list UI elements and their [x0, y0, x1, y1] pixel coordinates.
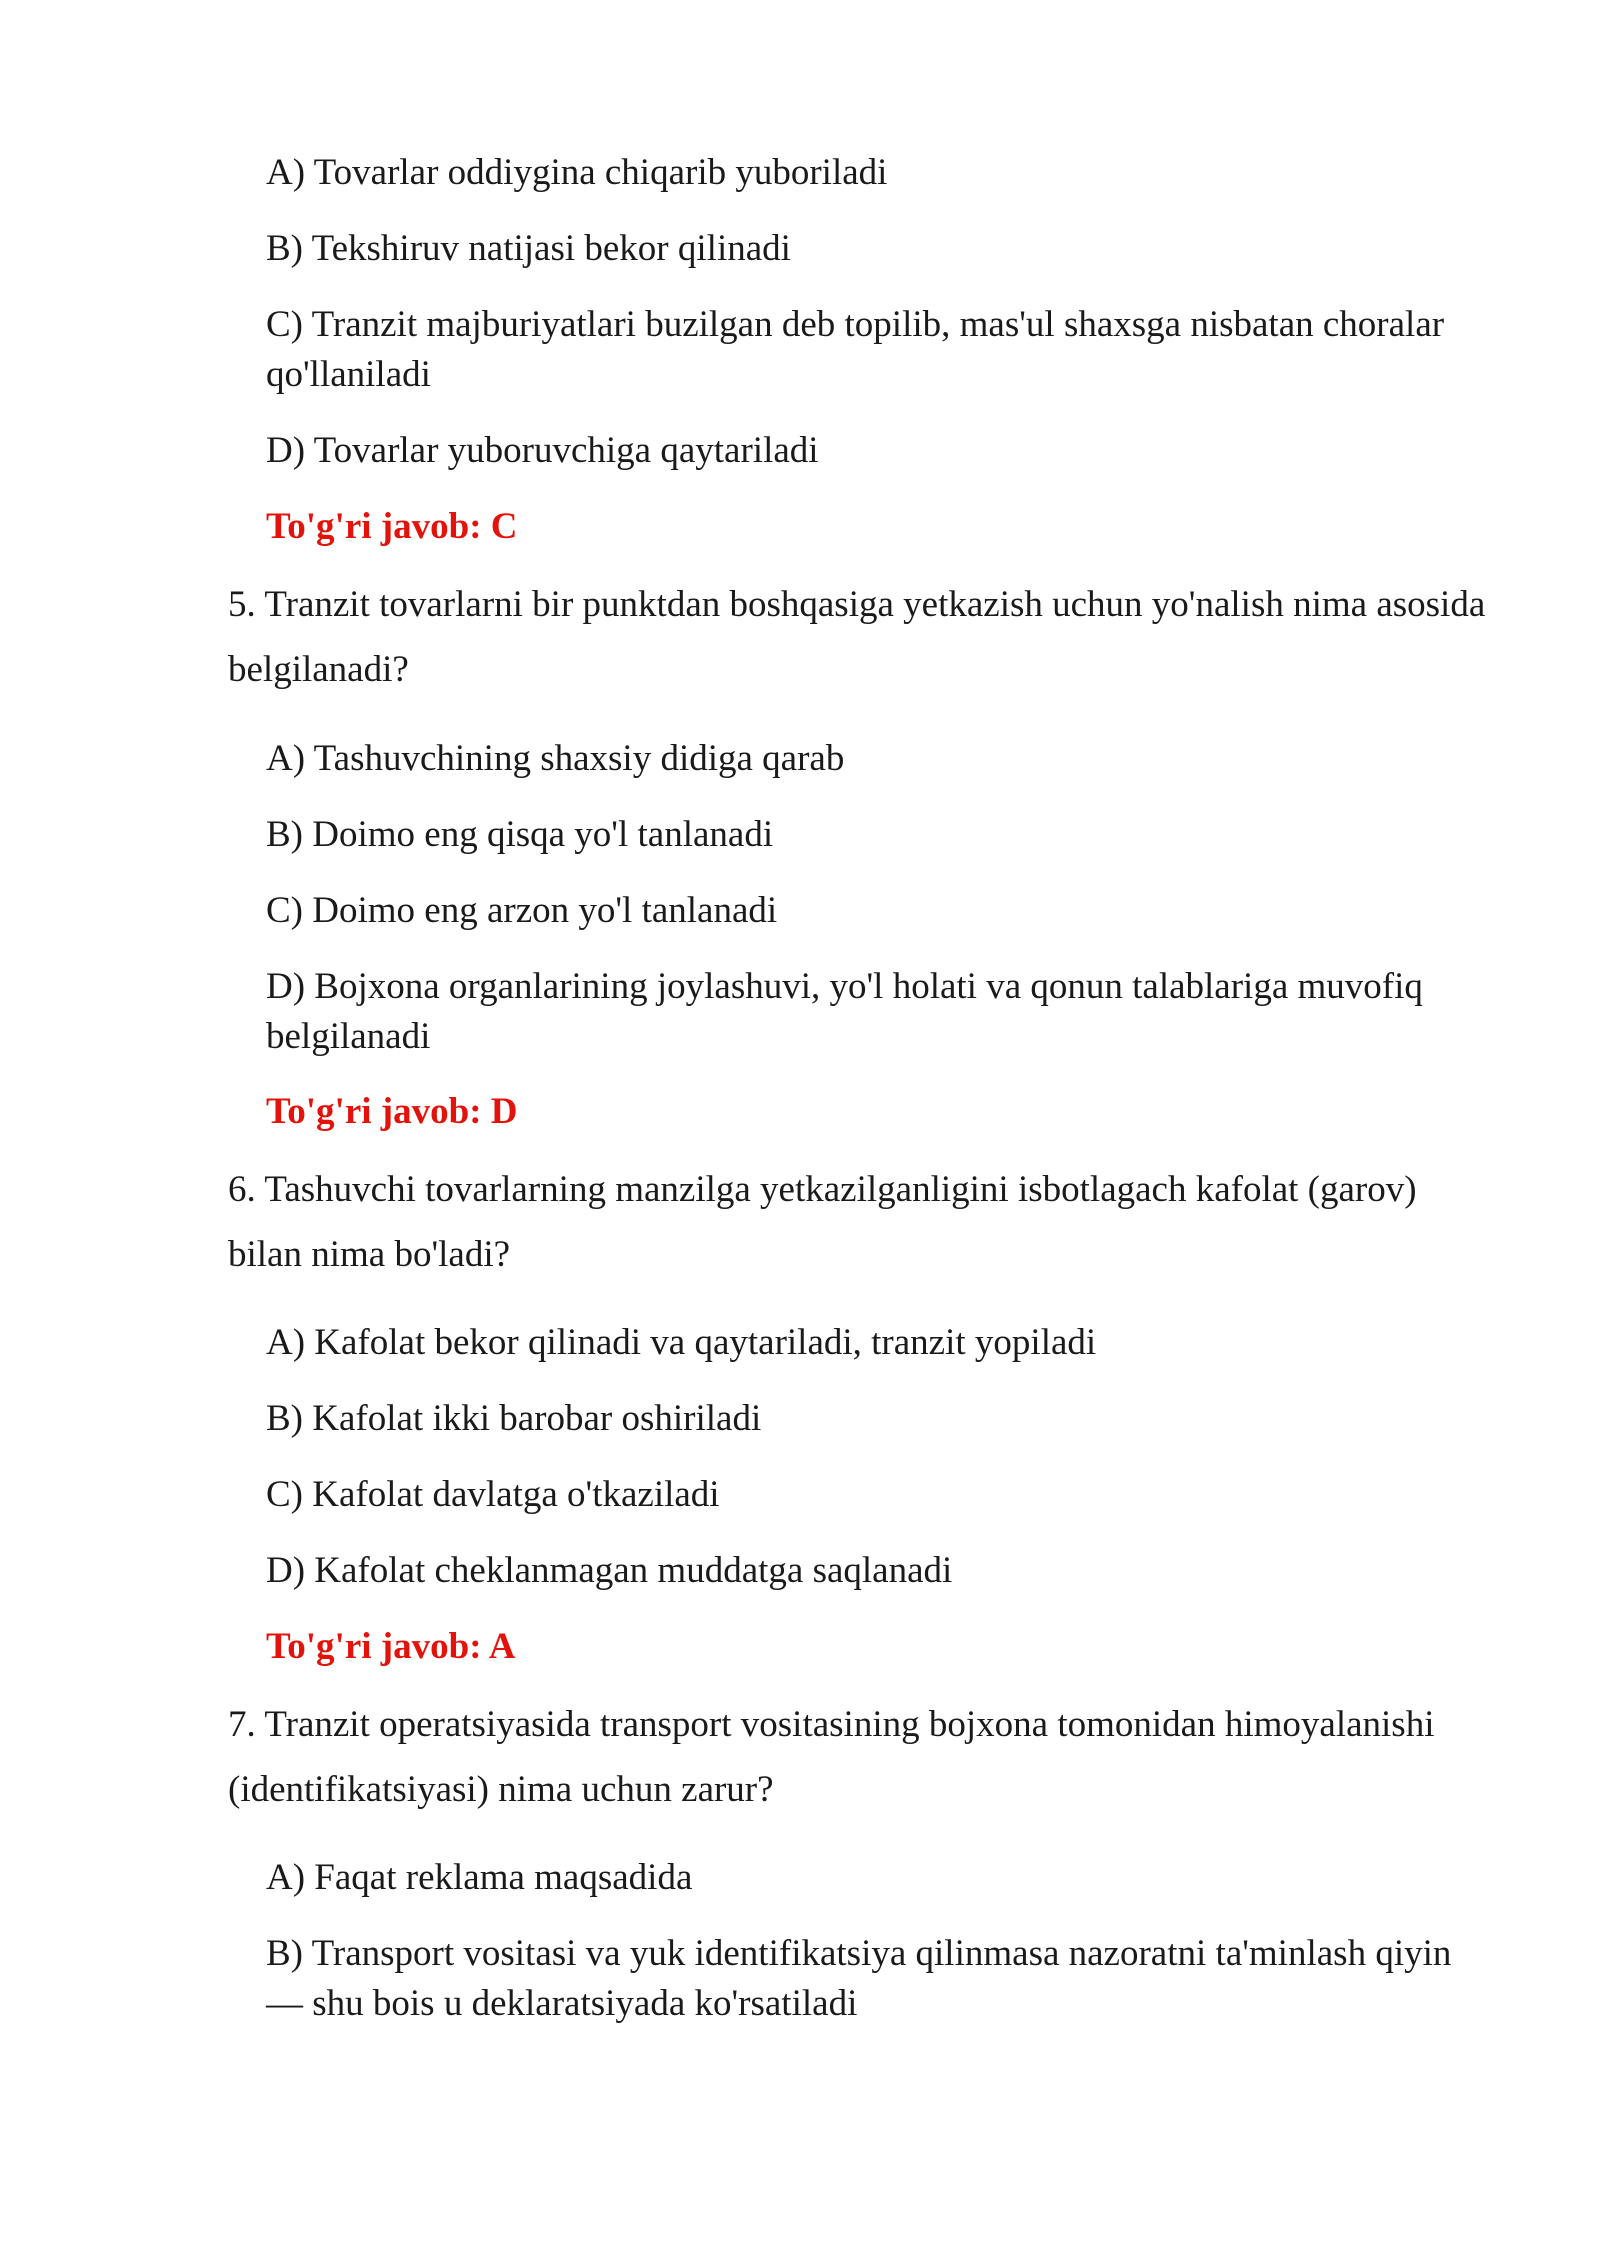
- q5-option-a: A) Tashuvchining shaxsiy didiga qarab: [266, 738, 845, 779]
- q6-correct-answer: To'g'ri javob: A: [266, 1626, 516, 1667]
- q6-option-a: A) Kafolat bekor qilinadi va qaytariladi, tranzit yopiladi: [266, 1322, 1097, 1363]
- q6-question: 6. Tashuvchi tovarlarning manzilga yetkazilganligini isbotlagach kafolat (garov) bilan nima bo'ladi?: [228, 1169, 1417, 1275]
- q4-correct-answer: To'g'ri javob: C: [266, 506, 518, 547]
- q5-option-d: D) Bojxona organlarining joylashuvi, yo'l holati va qonun talablariga muvofiq belgilanadi: [266, 966, 1423, 1057]
- q7-option-a: A) Faqat reklama maqsadida: [266, 1857, 693, 1898]
- q6-option-c: C) Kafolat davlatga o'tkaziladi: [266, 1474, 720, 1515]
- q4-option-a: A) Tovarlar oddiygina chiqarib yuboriladi: [266, 152, 888, 193]
- q7-option-b: B) Transport vositasi va yuk identifikatsiya qilinmasa nazoratni ta'minlash qiyin — shu bois u deklaratsiyada ko'rsatiladi: [266, 1933, 1452, 2024]
- q7-question: 7. Tranzit operatsiyasida transport vositasining bojxona tomonidan himoyalanishi (identifikatsiyasi) nima uchun zarur?: [228, 1704, 1435, 1810]
- q6-option-d: D) Kafolat cheklanmagan muddatga saqlanadi: [266, 1550, 953, 1591]
- q6-option-b: B) Kafolat ikki barobar oshiriladi: [266, 1398, 762, 1439]
- q5-option-c: C) Doimo eng arzon yo'l tanlanadi: [266, 890, 778, 931]
- q5-question: 5. Tranzit tovarlarni bir punktdan boshqasiga yetkazish uchun yo'nalish nima asosida belgilanadi?: [228, 584, 1486, 690]
- q4-option-b: B) Tekshiruv natijasi bekor qilinadi: [266, 228, 791, 269]
- q4-option-c: C) Tranzit majburiyatlari buzilgan deb topilib, mas'ul shaxsga nisbatan choralar qo'llaniladi: [266, 304, 1445, 395]
- q5-option-b: B) Doimo eng qisqa yo'l tanlanadi: [266, 814, 774, 855]
- q4-option-d: D) Tovarlar yuboruvchiga qaytariladi: [266, 430, 819, 471]
- q5-correct-answer: To'g'ri javob: D: [266, 1091, 518, 1132]
